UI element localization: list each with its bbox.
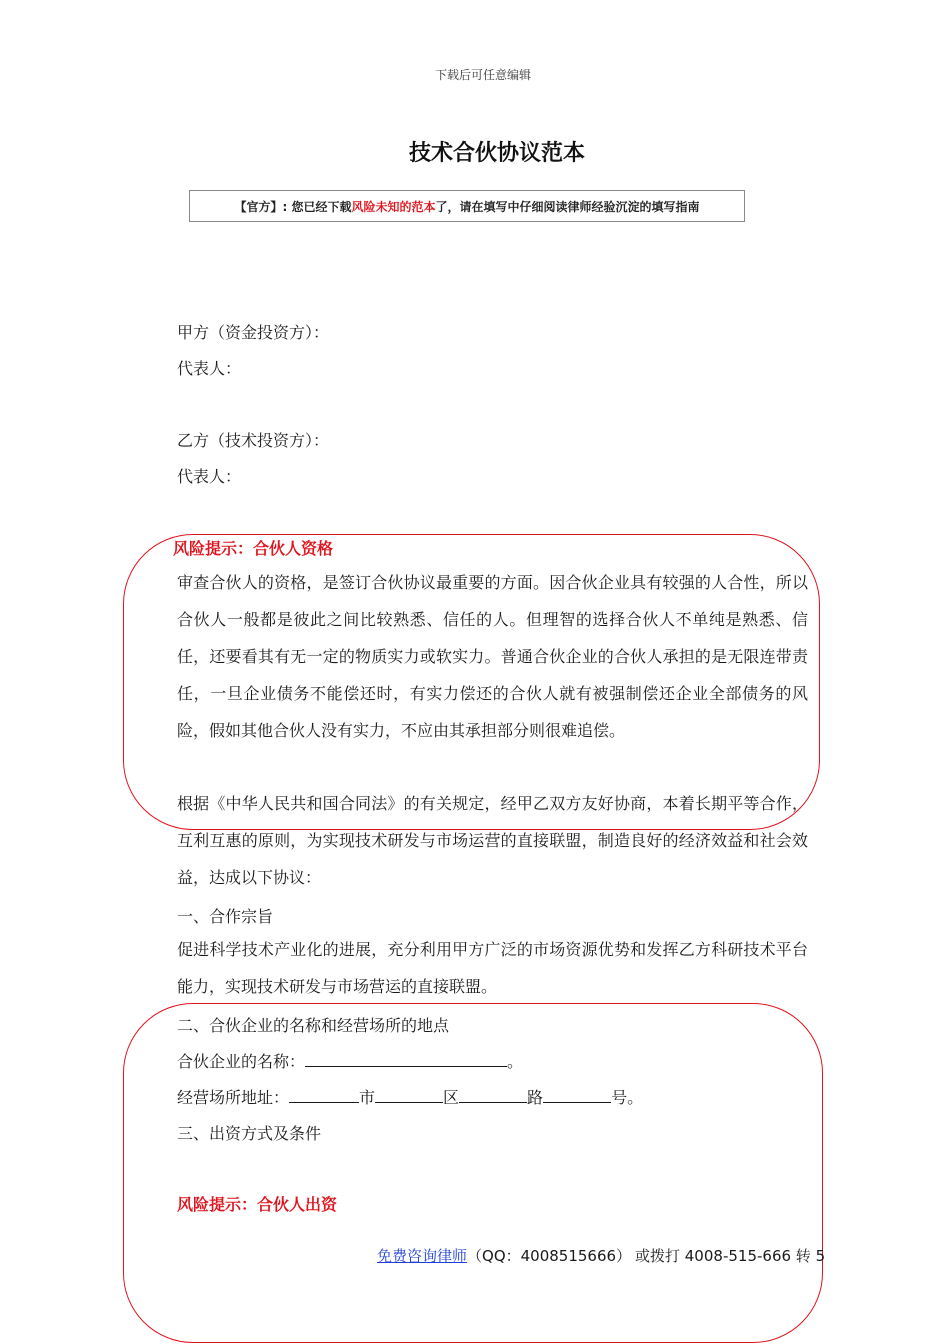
section-1-paragraph: [144, 931, 808, 1005]
address-district-label: 区: [443, 1088, 460, 1107]
address-road-blank[interactable]: [459, 1088, 527, 1103]
business-address-row: [177, 1085, 643, 1108]
notice-highlight: 风险未知的范本: [351, 200, 436, 214]
official-notice-box: [189, 190, 745, 222]
partnership-name-end: 。: [507, 1052, 524, 1071]
address-district-blank[interactable]: [375, 1088, 443, 1103]
section-1-text: 促进科学技术产业化的进展，充分利用甲方广泛的市场资源优势和发挥乙方科研技术平台能力，实现技术研发与市场营运的直接联盟。: [177, 940, 808, 996]
address-city-label: 市: [359, 1088, 376, 1107]
address-number-blank[interactable]: [543, 1088, 611, 1103]
intro-text: 根据《中华人民共和国合同法》的有关规定，经甲乙双方友好协商，本着长期平等合作，互利互惠的原则，为实现技术研发与市场运营的直接联盟，制造良好的经济效益和社会效益，达成以下协议：: [177, 794, 808, 887]
risk-title-contribution: 风险提示：合伙人出资: [177, 1195, 338, 1214]
party-b-label: 乙方（技术投资方）：: [177, 431, 330, 450]
party-a-label: 甲方（资金投资方）：: [177, 323, 330, 342]
section-2-heading: 二、合伙企业的名称和经营场所的地点: [177, 1016, 450, 1035]
risk-body-qualification: [144, 564, 808, 749]
document-title: 技术合伙协议范本: [408, 141, 585, 166]
qq-contact: （QQ：4008515666）: [467, 1247, 632, 1265]
risk-title-qualification: 风险提示：合伙人资格: [173, 539, 334, 558]
address-number-label: 号。: [611, 1088, 644, 1107]
consult-footer: [377, 1245, 631, 1266]
address-road-label: 路: [527, 1088, 544, 1107]
partnership-name-row: [177, 1049, 523, 1072]
risk-body-text: 审查合伙人的资格，是签订合伙协议最重要的方面。因合伙企业具有较强的人合性，所以合伙人一般都是彼此之间比较熟悉、信任的人。但理智的选择合伙人不单纯是熟悉、信任，还要看其有无一定的物质实力或软实力。普通合伙企业的合伙人承担的是无限连带责任，一旦企业债务不能偿还时，有实力偿还的合伙人就有被强制偿还企业全部债务的风险，假如其他合伙人没有实力，不应由其承担部分则很难追偿。: [177, 573, 808, 740]
notice-prefix: 【官方】: 您已经下载: [234, 200, 352, 214]
address-city-blank[interactable]: [289, 1088, 359, 1103]
party-b-representative-label: 代表人：: [177, 467, 242, 486]
header-note: 下载后可任意编辑: [434, 68, 531, 82]
business-address-label: 经营场所地址：: [177, 1088, 290, 1107]
notice-suffix: 了，请在填写中仔细阅读律师经验沉淀的填写指南: [435, 200, 700, 214]
partnership-name-blank[interactable]: [305, 1052, 507, 1067]
free-consult-link[interactable]: 免费咨询律师: [377, 1247, 468, 1265]
intro-paragraph: [144, 785, 808, 896]
section-3-heading: 三、出资方式及条件: [177, 1124, 322, 1143]
section-1-heading: 一、合作宗旨: [177, 907, 274, 926]
partnership-name-label: 合伙企业的名称：: [177, 1052, 306, 1071]
phone-contact: 或拨打 4008-515-666 转 5: [635, 1247, 826, 1265]
party-a-representative-label: 代表人：: [177, 359, 242, 378]
